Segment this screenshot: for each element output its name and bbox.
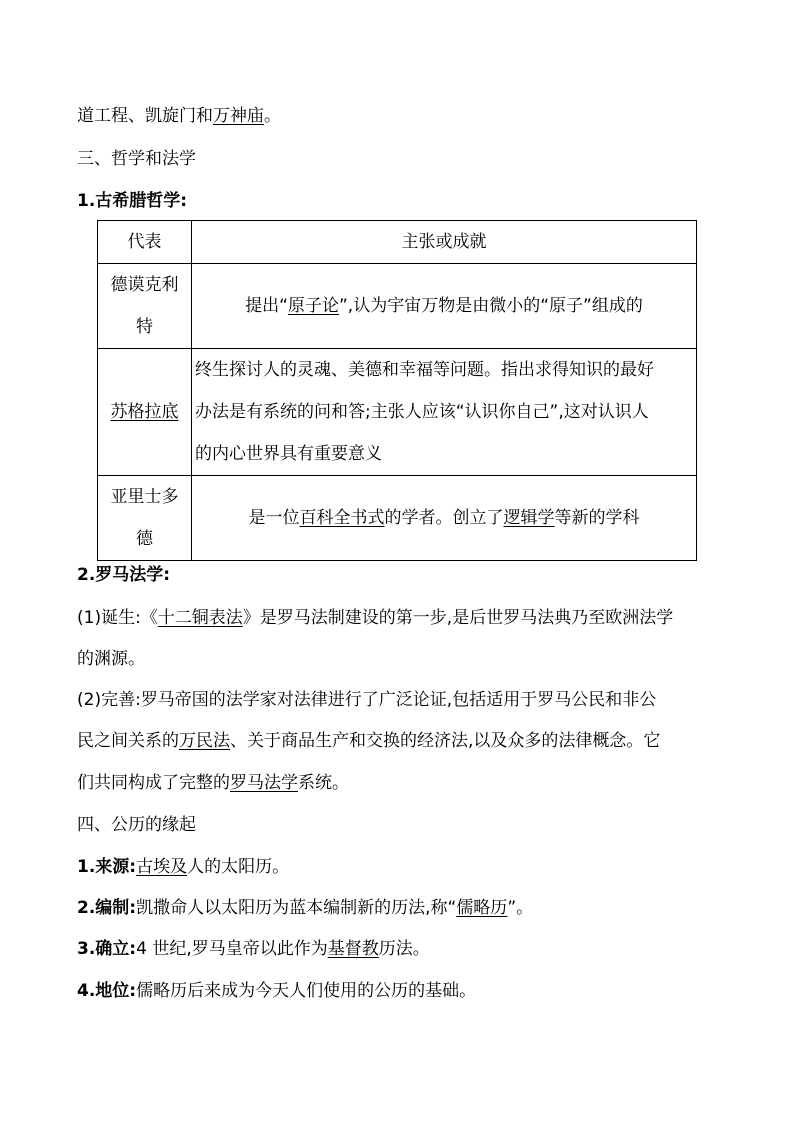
table-header-row xyxy=(98,221,697,264)
intro-end: 。 xyxy=(264,106,281,126)
calendar-item-2: 2.编制:凯撒命人以太阳历为蓝本编制新的历法,称“儒略历”。 xyxy=(77,898,534,918)
roman-p2-line1: (2)完善:罗马帝国的法学家对法律进行了广泛论证,包括适用于罗马公民和非公 xyxy=(77,690,657,710)
row-name: 苏格拉底 xyxy=(98,349,192,476)
intro-line xyxy=(77,104,281,128)
table-row xyxy=(98,476,697,561)
intro-keyword: 万神庙 xyxy=(213,106,264,126)
section3-title: 三、哲学和法学 xyxy=(77,149,196,169)
row-content: 提出“原子论”,认为宇宙万物是由微小的“原子”组成的 xyxy=(192,264,697,349)
header-representative: 代表 xyxy=(98,221,192,264)
header-achievement: 主张或成就 xyxy=(192,221,697,264)
roman-heading: 2.罗马法学: xyxy=(77,565,171,585)
roman-p2-line3: 们共同构成了完整的罗马法学系统。 xyxy=(77,773,349,793)
roman-p1-line1: (1)诞生:《十二铜表法》是罗马法制建设的第一步,是后世罗马法典乃至欧洲法学 xyxy=(77,608,674,628)
row-content: 是一位百科全书式的学者。创立了逻辑学等新的学科 xyxy=(192,476,697,561)
roman-p2-line2: 民之间关系的万民法、关于商品生产和交换的经济法,以及众多的法律概念。它 xyxy=(77,731,661,751)
row-content: 终生探讨人的灵魂、美德和幸福等问题。指出求得知识的最好 办法是有系统的问和答;主张人应该“认识你自己”,这对认识人 的内心世界具有重要意义 xyxy=(192,349,697,476)
calendar-item-4: 4.地位:儒略历后来成为今天人们使用的公历的基础。 xyxy=(77,981,477,1001)
intro-text: 道工程、凯旋门和 xyxy=(77,106,213,126)
table-row xyxy=(98,264,697,349)
row-name: 亚里士多 德 xyxy=(98,476,192,561)
roman-p1-line2: 的渊源。 xyxy=(77,649,145,669)
table-row xyxy=(98,349,697,476)
calendar-item-1: 1.来源:古埃及人的太阳历。 xyxy=(77,857,290,877)
greek-philosophy-table xyxy=(97,220,697,561)
greek-heading: 1.古希腊哲学: xyxy=(77,191,188,211)
calendar-item-3: 3.确立:4 世纪,罗马皇帝以此作为基督教历法。 xyxy=(77,939,430,959)
section4-title: 四、公历的缘起 xyxy=(77,815,196,835)
row-name: 德谟克利 特 xyxy=(98,264,192,349)
